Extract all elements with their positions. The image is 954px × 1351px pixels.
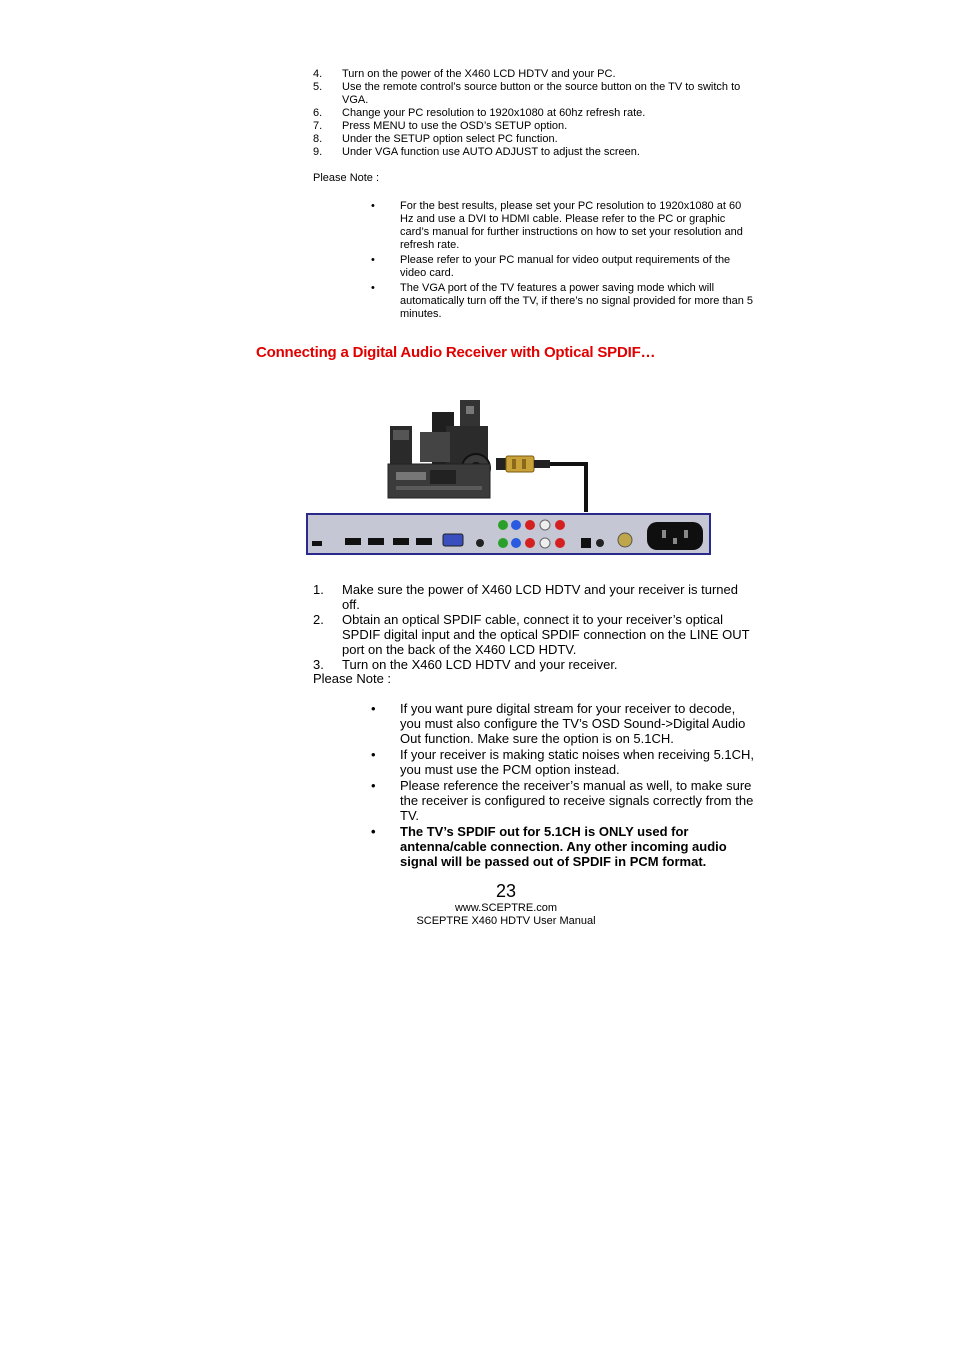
note-label: Please Note : (313, 172, 380, 184)
bullet-icon: • (371, 254, 375, 266)
bullet-icon: • (371, 282, 375, 294)
list-item: • If your receiver is making static noises when receiving 5.1CH, you must use the PCM option instead. (371, 747, 755, 777)
list-item: • The VGA port of the TV features a power saving mode which will automatically turn off the TV, if there’s no signal provided for more than 5 minutes. (371, 282, 754, 320)
note-bullets (371, 200, 755, 321)
list-item: 1. Make sure the power of X460 LCD HDTV and your receiver is turned off. (313, 582, 738, 612)
list-item: • Please reference the receiver’s manual as well, to make sure the receiver is configured to receive signals correctly from the TV. (371, 778, 754, 823)
list-item: 5. Use the remote control’s source button or the source button on the TV to switch to VGA. (313, 81, 741, 106)
list-item: 9. Under VGA function use AUTO ADJUST to adjust the screen. (313, 146, 640, 158)
page-number: 23 (495, 881, 517, 901)
note-label: Please Note : (313, 671, 392, 686)
bullet-icon: • (371, 824, 376, 839)
bullet-icon: • (371, 747, 376, 762)
tv-back-panel-image (307, 514, 710, 554)
top-steps-list (313, 68, 753, 159)
footer-manual-title: SCEPTRE X460 HDTV User Manual (416, 915, 596, 927)
optical-cable-image (496, 456, 586, 512)
list-item: • For the best results, please set your PC resolution to 1920x1080 at 60 Hz and use a DVI to HDMI cable. Please refer to the PC or graphic card’s manual for further instructions on how to set your resolution and refresh rate. (371, 200, 743, 251)
spdif-steps-list (313, 582, 758, 672)
footer-website: www.SCEPTRE.com (454, 902, 558, 914)
list-item: 2. Obtain an optical SPDIF cable, connect it to your receiver’s optical SPDIF digital input and the optical SPDIF connection on the LINE OUT port on the back of the X460 LCD HDTV. (313, 612, 750, 657)
speaker-system-image (388, 400, 490, 498)
list-item: • Please refer to your PC manual for video output requirements of the video card. (371, 254, 731, 279)
section-heading: Connecting a Digital Audio Receiver with Optical SPDIF… (256, 344, 656, 361)
list-item: 8. Under the SETUP option select PC function. (313, 133, 558, 145)
list-item: 7. Press MENU to use the OSD’s SETUP option. (313, 120, 568, 132)
note-bullets (371, 701, 759, 869)
list-item: • If you want pure digital stream for your receiver to decode, you must also configure the TV’s OSD Sound->Digital Audio Out function. Make sure the option is on 5.1CH. (371, 701, 746, 746)
list-item: 6. Change your PC resolution to 1920x1080 at 60hz refresh rate. (313, 107, 646, 119)
connection-diagram (300, 388, 720, 560)
list-item: • The TV’s SPDIF out for 5.1CH is ONLY used for antenna/cable connection. Any other incoming audio signal will be passed out of SPDIF in PCM format. (371, 824, 727, 869)
bullet-icon: • (371, 701, 376, 716)
bullet-icon: • (371, 200, 375, 212)
bullet-icon: • (371, 778, 376, 793)
list-item: 3. Turn on the X460 LCD HDTV and your receiver. (313, 657, 618, 672)
list-item: 4. Turn on the power of the X460 LCD HDTV and your PC. (313, 68, 616, 80)
